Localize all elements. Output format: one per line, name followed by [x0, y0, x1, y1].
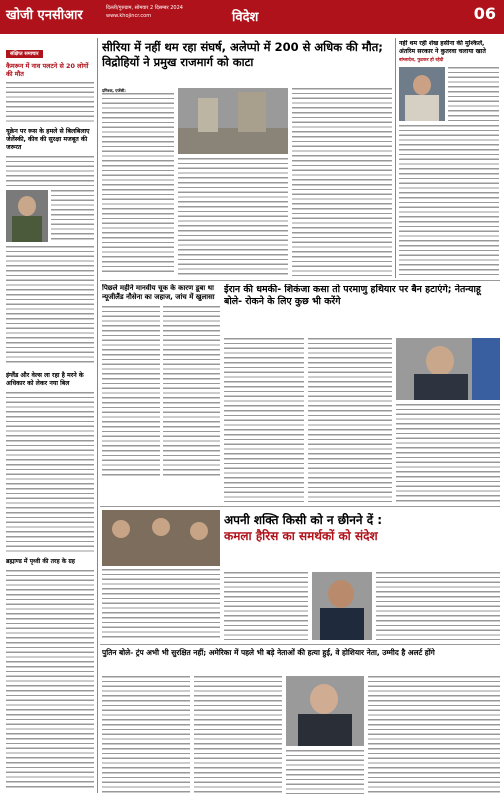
hasina-subhead: बांग्लादेश, फुटकर हो रहेदी [399, 58, 444, 63]
kamala-body-col2 [376, 572, 500, 640]
left-column [6, 40, 94, 790]
brief2-body-cont [51, 190, 94, 242]
brief4-headline: ब्रह्माण्ड में पृथ्वी की तरह के ग्रह [6, 558, 75, 565]
lead-body-col1 [102, 88, 174, 276]
putin-body-col2 [194, 676, 282, 794]
putin-photo [286, 676, 364, 746]
lead-body-col2 [178, 158, 288, 276]
brief1-headline: कैमरून में नाव पलटने से 20 लोगों की मौत [6, 62, 89, 78]
masthead [0, 0, 504, 34]
kamala-headline-box [224, 512, 500, 568]
putin-body-col1 [102, 676, 190, 794]
putin-body-col4 [368, 676, 500, 794]
masthead-date: दिल्ली/गुरुग्राम, सोमवार 2 दिसम्बर 2024 [106, 5, 183, 11]
putin-body-col3 [286, 750, 364, 794]
brief3-body [6, 392, 94, 552]
brief2-body [6, 156, 94, 186]
brief-tag: संक्षिप्त समाचार [6, 50, 43, 58]
section-title: विदेश [232, 10, 259, 25]
hasina-photo [399, 67, 445, 121]
netanyahu-photo [396, 338, 500, 400]
kamala-photo [312, 572, 372, 640]
page-number: 06 [473, 4, 496, 23]
iran-headline: ईरान की धमकी- शिकंजा कसा तो परमाणु हथियार पर बैन हटाएंगे; नेतन्याहू बोले- रोकने के लिए कुछ भी करेंगे [224, 284, 481, 307]
mid-left-body [102, 510, 220, 640]
putin-headline: पुतिन बोले- ट्रंप अभी भी सुरक्षित नहीं; अमेरिका में पहले भी बड़े नेताओं की हत्या हुई, वे होशियार नेता, उम्मीद है अलर्ट होंगे [102, 648, 435, 657]
hasina-headline: नहीं थम रही शेख हसीना की मुश्किलें, अंतरिम सरकार ने कुतरवा चलाया खाते [399, 40, 486, 55]
council-photo [102, 510, 220, 566]
lead-body-col3 [292, 88, 392, 276]
iran-body-col3 [396, 404, 500, 502]
masthead-meta [106, 4, 183, 20]
brief3-headline: इंग्लैंड और वेल्स ला रहा है मरने के अधिकार को लेकर नया बिल [6, 372, 84, 387]
masthead-website: www.khojincr.com [106, 13, 152, 19]
kamala-body-col1 [224, 572, 308, 640]
brief2-headline: यूक्रेन पर रूस के हमले से बिलबिलाए जेलेंस्की, कीव की सुरक्षा मजबूत की जरूरत [6, 128, 90, 151]
brief4-body [6, 570, 94, 790]
nz-navy-headline: पिछले महीने मानवीय चूक के कारण डूबा था न्यूजीलैंड नौसेना का जहाज, जांच में खुलासा [102, 284, 215, 301]
lead-headline-box [102, 40, 392, 84]
kamala-headline-2: कमला हैरिस का समर्थकों को संदेश [224, 529, 378, 543]
zelensky-photo [6, 190, 48, 242]
aleppo-photo [178, 88, 288, 154]
putin-headline-box [102, 648, 500, 672]
newspaper-name: खोजी एनसीआर [6, 8, 83, 23]
lead-headline: सीरिया में नहीं थम रहा संघर्ष, अलेप्पो में 200 से अधिक की मौत; विद्रोहियों ने प्रमुख राजमार्ग को काटा [102, 40, 383, 69]
kamala-headline-1: अपनी शक्ति किसी को न छीनने दें : [224, 513, 383, 527]
brief2-body-more [6, 246, 94, 366]
lead-dateline: दमिश्क, एजेंसी: [102, 88, 126, 93]
iran-headline-box [224, 284, 500, 334]
nz-navy-story [102, 284, 220, 502]
brief1-body [6, 82, 94, 122]
iran-body-col2 [308, 338, 392, 502]
hasina-story [399, 40, 499, 276]
iran-body-col1 [224, 338, 304, 502]
